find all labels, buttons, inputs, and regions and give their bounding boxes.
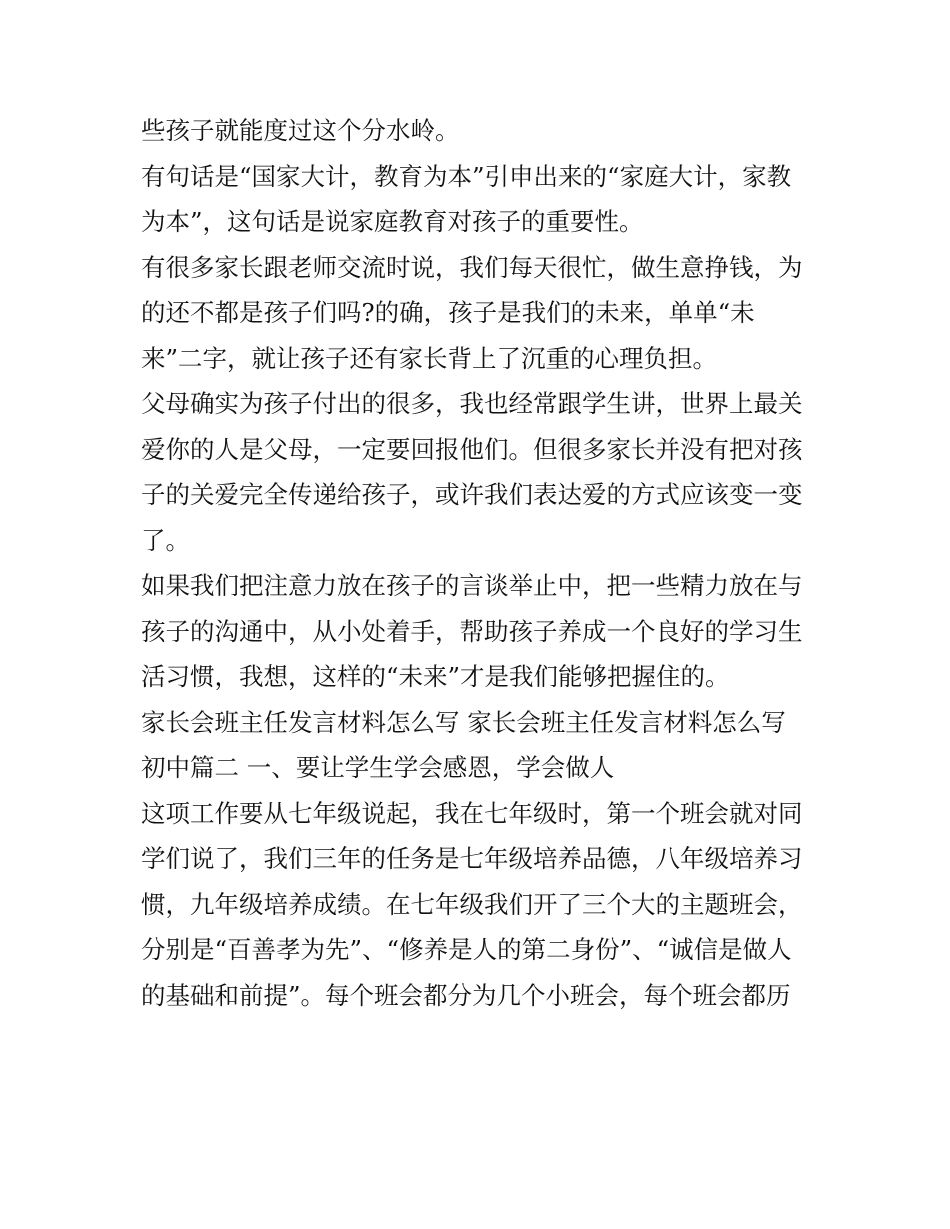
text-line: 孩子的沟通中，从小处着手，帮助孩子养成一个良好的学习生 bbox=[141, 616, 803, 646]
text-line: 了。 bbox=[141, 525, 190, 555]
text-line: 子的关爱完全传递给孩子，或许我们表达爱的方式应该变一变 bbox=[141, 480, 803, 509]
text-line: 些孩子就能度过这个分水岭。 bbox=[141, 116, 460, 145]
document-body bbox=[141, 108, 821, 1018]
text-line: 惯，九年级培养成绩。在七年级我们开了三个大的主题班会， bbox=[141, 889, 803, 919]
text-line: 的还不都是孩子们吗?的确，孩子是我们的未来，单单“未 bbox=[141, 298, 755, 327]
text-line: 父母确实为孩子付出的很多，我也经常跟学生讲，世界上最关 bbox=[141, 389, 803, 418]
text-line: 这项工作要从七年级说起，我在七年级时，第一个班会就对同 bbox=[141, 798, 803, 828]
text-line: 的基础和前提”。每个班会都分为几个小班会，每个班会都历 bbox=[141, 980, 791, 1010]
text-line: 有很多家长跟老师交流时说，我们每天很忙，做生意挣钱，为 bbox=[141, 252, 803, 282]
text-line: 分别是“百善孝为先”、“修养是人的第二身份”、“诚信是做人 bbox=[141, 935, 792, 964]
text-line: 爱你的人是父母，一定要回报他们。但很多家长并没有把对孩 bbox=[141, 434, 803, 464]
text-line: 来”二字，就让孩子还有家长背上了沉重的心理负担。 bbox=[141, 343, 718, 373]
text-line: 为本”，这句话是说家庭教育对孩子的重要性。 bbox=[141, 207, 644, 236]
text-line: 有句话是“国家大计，教育为本”引申出来的“家庭大计，家教 bbox=[141, 161, 792, 191]
section-heading-line: 初中篇二 一、要让学生学会感恩，学会做人 bbox=[141, 753, 615, 782]
text-line: 如果我们把注意力放在孩子的言谈举止中，把一些精力放在与 bbox=[141, 571, 803, 600]
section-heading-line: 家长会班主任发言材料怎么写 家长会班主任发言材料怎么写 bbox=[141, 707, 786, 737]
text-line: 学们说了，我们三年的任务是七年级培养品德，八年级培养习 bbox=[141, 844, 803, 873]
text-line: 活习惯，我想，这样的“未来”才是我们能够把握住的。 bbox=[141, 662, 730, 691]
